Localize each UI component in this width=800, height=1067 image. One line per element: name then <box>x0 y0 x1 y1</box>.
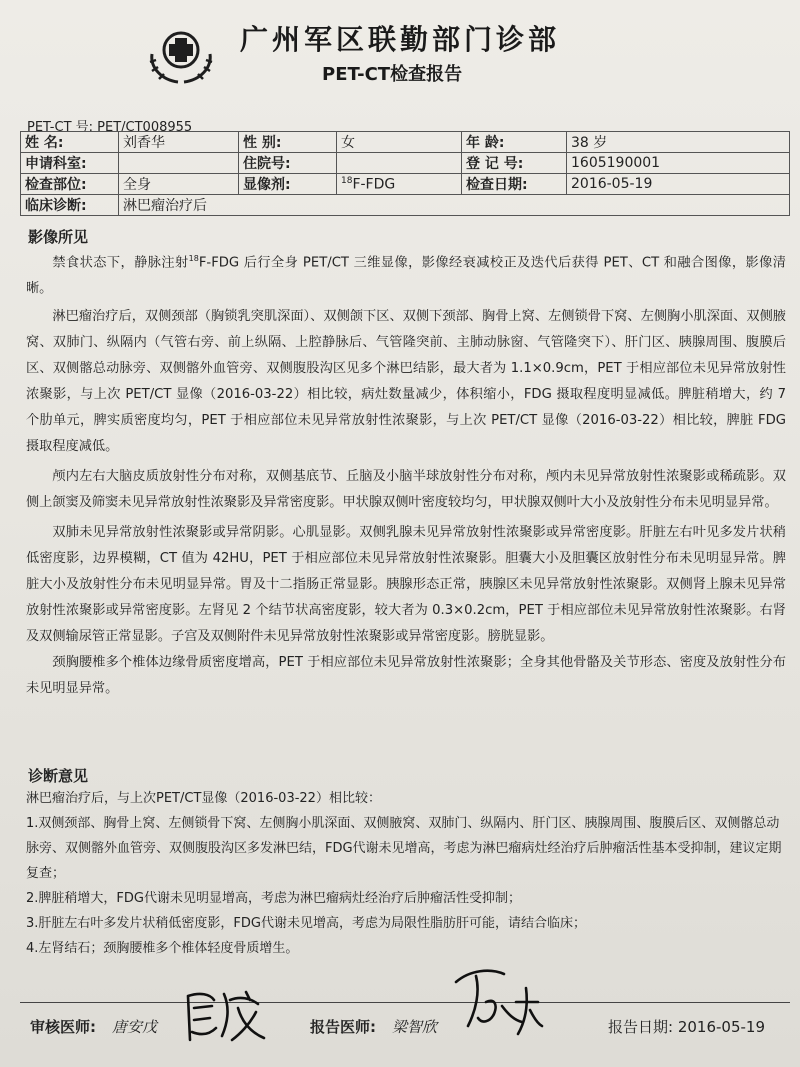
agent-name: F-FDG <box>352 176 396 193</box>
findings-p1-end: F-FDG 后行全身 PET/CT 三维显像，影像经衰减校正及迭代后获得 PET、CT 和融合图像，影像清晰。 <box>26 255 786 297</box>
inpatient-value <box>337 153 462 174</box>
site-label: 检查部位: <box>21 174 119 195</box>
patient-sex: 女 <box>337 132 462 153</box>
conclusion-heading: 诊断意见 <box>28 767 89 785</box>
exam-site: 全身 <box>119 174 239 195</box>
agent-label: 显像剂: <box>239 174 337 195</box>
sex-label: 性 别: <box>239 132 337 153</box>
patient-age: 38 岁 <box>567 132 790 153</box>
findings-p1-isotope: 18 <box>188 254 199 263</box>
reviewer-name: 唐安戊 <box>112 1018 158 1036</box>
reg-number: 1605190001 <box>567 153 790 174</box>
hospital-name: 广州军区联勤部门诊部 <box>240 23 561 56</box>
reporter-signature <box>446 962 546 1042</box>
reg-label: 登 记 号: <box>462 153 567 174</box>
findings-paragraph: 淋巴瘤治疗后，双侧颈部（胸锁乳突肌深面）、双侧颌下区、双侧下颈部、胸骨上窝、左侧锁骨下窝、左侧胸小肌深面、双侧腋窝、双肺门、纵隔内（气管右旁、前上纵隔、上腔静脉后、气管隆突前、主肺动脉窗、气管隆突下）、肝门区、胰腺周围、腹膜后区、双侧髂总动脉旁、双侧髂外血管旁、双侧腹股沟区见多个淋巴结影，最大者为 1.1×0.9cm，PET 于相应部位未见异常放射性浓聚影，与上次 PET/CT 显像（2016-03-22）相比较，病灶数量减少，体积缩小，FDG 摄取程度明显减低。脾脏稍增大，约 7 个肋单元，脾实质密度均匀，PET 于相应部位未见异常放射性浓聚影，与上次 PET/CT 显像（2016-03-22）相比较，脾脏 FDG 摄取程度减低。 <box>26 309 786 455</box>
report-title: PET-CT检查报告 <box>322 64 463 85</box>
findings-paragraph: 双肺未见异常放射性浓聚影或异常阴影。心肌显影。双侧乳腺未见异常放射性浓聚影或异常密度影。肝脏左右叶见多发片状稍低密度影，边界模糊，CT 值为 42HU，PET 于相应部位未见异常放射性浓聚影。胆囊大小及胆囊区放射性分布未见明显异常。脾脏大小及放射性分布未见明显异常。胃及十二指肠正常显影。胰腺形态正常，胰腺区未见异常放射性浓聚影。双侧肾上腺未见异常放射性浓聚影或异常密度影。左肾见 2 个结节状高密度影，较大者为 0.3×0.2cm，PET 于相应部位未见异常放射性浓聚影。右肾及双侧输尿管正常显影。子宫及双侧附件未见异常放射性浓聚影或异常密度影。膀胱显影。 <box>26 525 786 645</box>
clinical-diagnosis: 淋巴瘤治疗后 <box>119 195 790 216</box>
dept-label: 申请科室: <box>21 153 119 174</box>
findings-paragraph: 颈胸腰椎多个椎体边缘骨质密度增高，PET 于相应部位未见异常放射性浓聚影；全身其他骨骼及关节形态、密度及放射性分布未见明显异常。 <box>26 655 786 697</box>
patient-name: 刘香华 <box>119 132 239 153</box>
reporter-label: 报告医师: <box>310 1018 376 1036</box>
conclusion-item: 2.脾脏稍增大，FDG代谢未见明显增高，考虑为淋巴瘤病灶经治疗后肿瘤活性受抑制； <box>26 891 521 906</box>
exam-date: 2016-05-19 <box>567 174 790 195</box>
findings-paragraph <box>26 246 786 302</box>
date-label: 检查日期: <box>462 174 567 195</box>
findings-p1-start: 禁食状态下，静脉注射 <box>52 255 189 271</box>
patient-info-table <box>20 131 790 216</box>
conclusion-item: 3.肝脏左右叶多发片状稍低密度影，FDG代谢未见增高，考虑为局限性脂肪肝可能，请结合临床； <box>26 916 586 931</box>
footer-rule <box>20 1002 790 1003</box>
findings-heading: 影像所见 <box>28 228 89 246</box>
findings-body <box>26 246 786 702</box>
diagnosis-label: 临床诊断: <box>21 195 119 216</box>
name-label: 姓 名: <box>21 132 119 153</box>
report-date: 报告日期: 2016-05-19 <box>608 1018 765 1036</box>
red-cross-emblem-icon <box>140 20 222 90</box>
age-label: 年 龄: <box>462 132 567 153</box>
conclusion-item: 1.双侧颈部、胸骨上窝、左侧锁骨下窝、左侧胸小肌深面、双侧腋窝、双肺门、纵隔内、肝门区、胰腺周围、腹膜后区、双侧髂总动脉旁、双侧髂外血管旁、双侧腹股沟区多发淋巴结，FDG代谢未见增高，考虑为淋巴瘤病灶经治疗后肿瘤活性基本受抑制，建议定期复查； <box>26 816 782 881</box>
conclusion-item: 4.左肾结石；颈胸腰椎多个椎体轻度骨质增生。 <box>26 941 299 956</box>
imaging-agent <box>337 174 462 195</box>
petct-number: PET-CT 号: PET/CT008955 <box>27 120 193 135</box>
agent-isotope: 18 <box>341 175 353 186</box>
findings-paragraph: 颅内左右大脑皮质放射性分布对称，双侧基底节、丘脑及小脑半球放射性分布对称，颅内未见异常放射性浓聚影或稀疏影。双侧上颌窦及筛窦未见异常放射性浓聚影及异常密度影。甲状腺双侧叶密度较均匀，甲状腺双侧叶大小及放射性分布未见明显异常。 <box>26 469 786 511</box>
reviewer-label: 审核医师: <box>30 1018 96 1036</box>
reporter-name: 梁智欣 <box>392 1018 438 1036</box>
conclusion-body <box>26 786 786 961</box>
inpatient-label: 住院号: <box>239 153 337 174</box>
conclusion-intro: 淋巴瘤治疗后，与上次PET/CT显像（2016-03-22）相比较： <box>26 791 381 806</box>
dept-value <box>119 153 239 174</box>
reviewer-signature <box>180 978 270 1048</box>
